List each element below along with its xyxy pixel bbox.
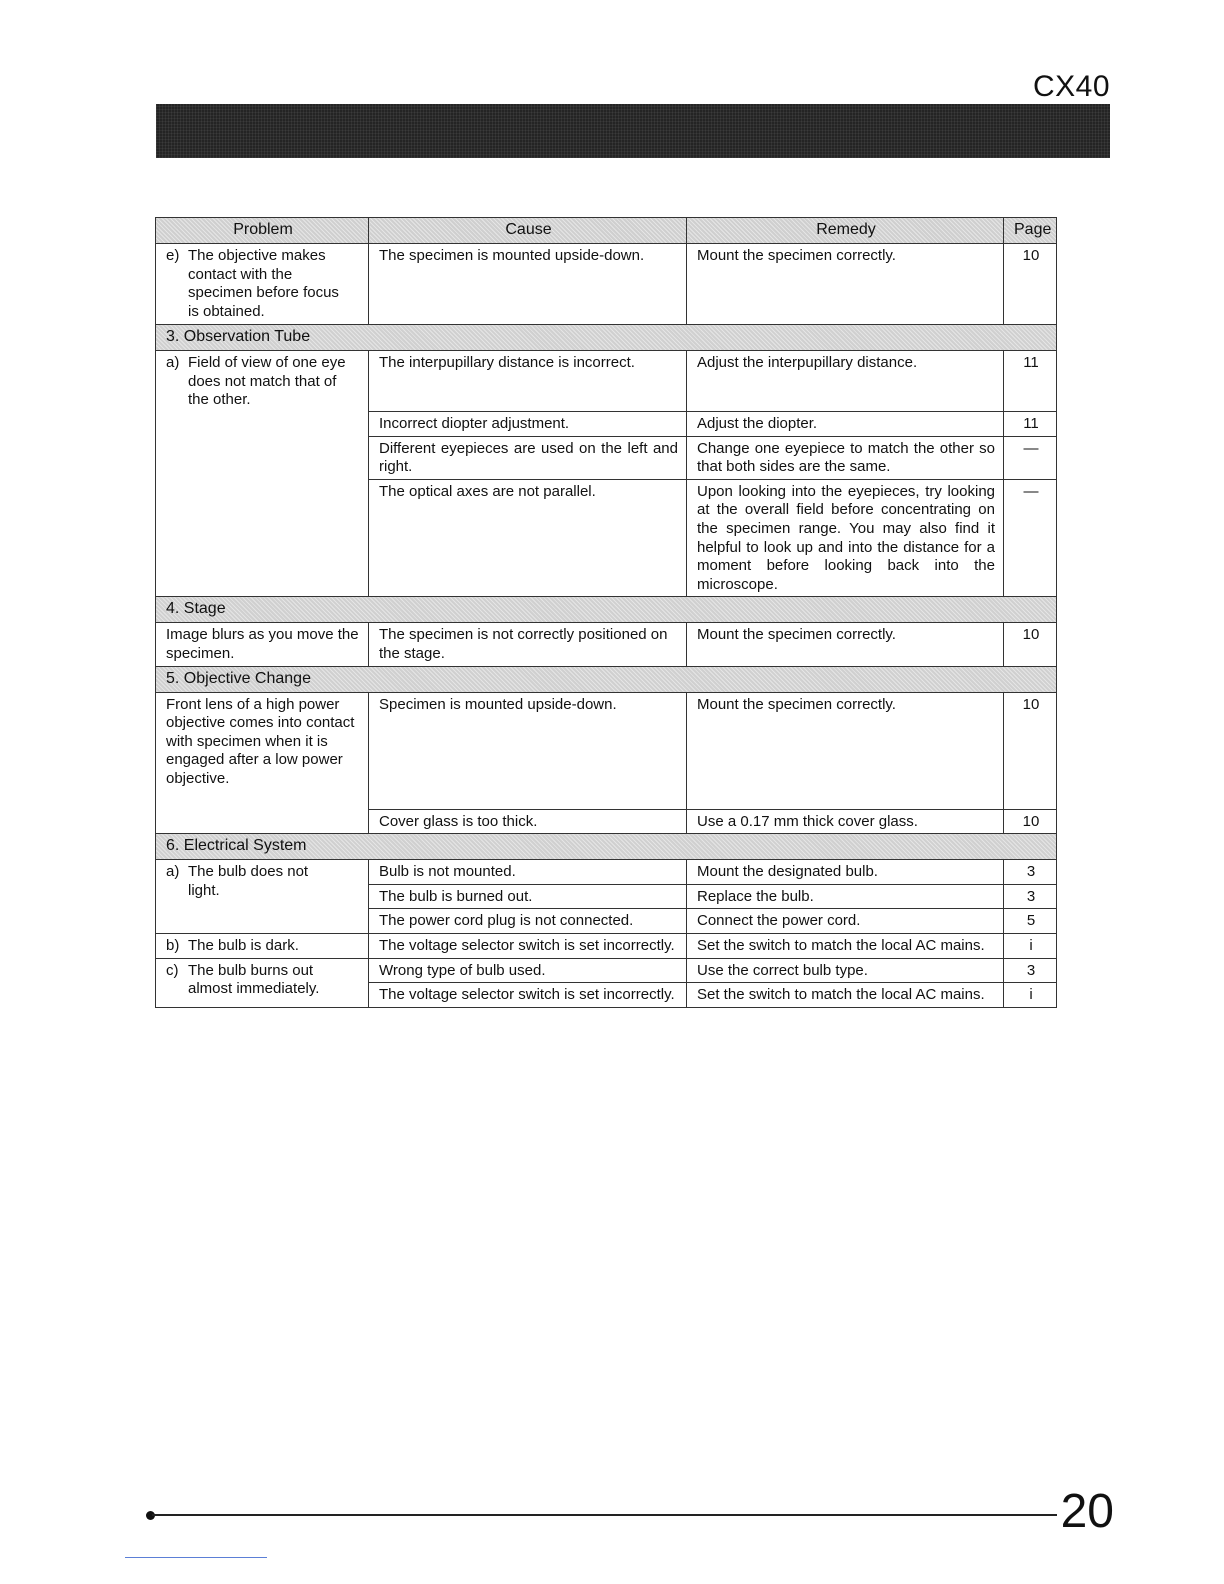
table-row [156, 692, 1057, 809]
page-cell: — [1004, 436, 1057, 479]
problem-cell [156, 351, 369, 597]
problem-cell [156, 860, 369, 934]
page-cell: 10 [1004, 623, 1057, 666]
page-cell: 11 [1004, 412, 1057, 437]
footer-rule [152, 1514, 1057, 1516]
cause-cell: The bulb is burned out. [369, 884, 687, 909]
remedy-cell: Upon looking into the eyepieces, try looking at the overall field before concentrating on the specimen range. You may also find it helpful to look up and into the distance for a moment before looking back into the microscope. [687, 479, 1004, 597]
problem-cell [156, 244, 369, 325]
header-bar [156, 104, 1110, 158]
cause-cell: Specimen is mounted upside-down. [369, 692, 687, 809]
remedy-cell: Connect the power cord. [687, 909, 1004, 934]
remedy-cell: Set the switch to match the local AC mains. [687, 983, 1004, 1008]
page-cell: 3 [1004, 958, 1057, 983]
problem-label: b) [166, 936, 180, 954]
scan-artifact-line [125, 1557, 267, 1558]
problem-text: Field of view of one eye does not match that of the other. [188, 354, 346, 409]
section-title-electrical-system: 6. Electrical System [156, 834, 1057, 860]
cause-cell: Cover glass is too thick. [369, 809, 687, 834]
page-number: 20 [1060, 1485, 1114, 1538]
page-cell: i [1004, 933, 1057, 958]
problem-label: e) [166, 247, 180, 264]
section-row [156, 666, 1057, 692]
problem-label: a) [166, 863, 180, 881]
page-cell: 3 [1004, 884, 1057, 909]
table-row [156, 244, 1057, 325]
table-row [156, 958, 1057, 983]
cause-cell: The voltage selector switch is set incorrectly. [369, 983, 687, 1008]
header-page: Page [1004, 218, 1057, 244]
remedy-cell: Adjust the interpupillary distance. [687, 351, 1004, 412]
header-cause: Cause [369, 218, 687, 244]
problem-label: a) [166, 354, 180, 371]
problem-text: The bulb is dark. [188, 936, 299, 954]
section-row [156, 834, 1057, 860]
problem-text: The bulb burns out almost immediately. [188, 961, 320, 998]
model-name: CX40 [1032, 70, 1110, 103]
cause-cell: The interpupillary distance is incorrect. [369, 351, 687, 412]
cause-cell: Incorrect diopter adjustment. [369, 412, 687, 437]
problem-text: The bulb does not light. [188, 863, 309, 899]
page-cell: 10 [1004, 809, 1057, 834]
section-title-objective-change: 5. Objective Change [156, 666, 1057, 692]
problem-cell [156, 933, 369, 958]
remedy-cell: Adjust the diopter. [687, 412, 1004, 437]
remedy-cell: Mount the specimen correctly. [687, 623, 1004, 666]
table-row [156, 860, 1057, 885]
page-cell: 11 [1004, 351, 1057, 412]
remedy-cell: Use a 0.17 mm thick cover glass. [687, 809, 1004, 834]
cause-cell: The specimen is not correctly positioned on the stage. [369, 623, 687, 666]
remedy-cell: Set the switch to match the local AC mains. [687, 933, 1004, 958]
cause-cell: The voltage selector switch is set incorrectly. [369, 933, 687, 958]
troubleshooting-table [155, 217, 1057, 1008]
problem-cell: Image blurs as you move the specimen. [156, 623, 369, 666]
table-row [156, 623, 1057, 666]
page-cell: 3 [1004, 860, 1057, 885]
remedy-cell: Replace the bulb. [687, 884, 1004, 909]
remedy-cell: Mount the specimen correctly. [687, 244, 1004, 325]
page-cell: — [1004, 479, 1057, 597]
cause-cell: Different eyepieces are used on the left and right. [369, 436, 687, 479]
header-remedy: Remedy [687, 218, 1004, 244]
cause-cell: The optical axes are not parallel. [369, 479, 687, 597]
page-cell: 10 [1004, 244, 1057, 325]
remedy-cell: Change one eyepiece to match the other so that both sides are the same. [687, 436, 1004, 479]
section-title-observation-tube: 3. Observation Tube [156, 325, 1057, 351]
cause-cell: Bulb is not mounted. [369, 860, 687, 885]
cause-cell: Wrong type of bulb used. [369, 958, 687, 983]
page-cell: i [1004, 983, 1057, 1008]
problem-cell [156, 958, 369, 1007]
section-row [156, 325, 1057, 351]
cause-cell: The power cord plug is not connected. [369, 909, 687, 934]
table-header-row [156, 218, 1057, 244]
table-row [156, 933, 1057, 958]
section-title-stage: 4. Stage [156, 597, 1057, 623]
problem-label: c) [166, 961, 179, 979]
remedy-cell: Mount the specimen correctly. [687, 692, 1004, 809]
cause-cell: The specimen is mounted upside-down. [369, 244, 687, 325]
header-problem: Problem [156, 218, 369, 244]
remedy-cell: Mount the designated bulb. [687, 860, 1004, 885]
remedy-cell: Use the correct bulb type. [687, 958, 1004, 983]
problem-cell: Front lens of a high power objective comes into contact with specimen when it is engaged after a low power objective. [156, 692, 369, 834]
problem-text: The objective makes contact with the specimen before focus is obtained. [188, 247, 339, 320]
page-cell: 5 [1004, 909, 1057, 934]
section-row [156, 597, 1057, 623]
table-row [156, 351, 1057, 412]
page-cell: 10 [1004, 692, 1057, 809]
